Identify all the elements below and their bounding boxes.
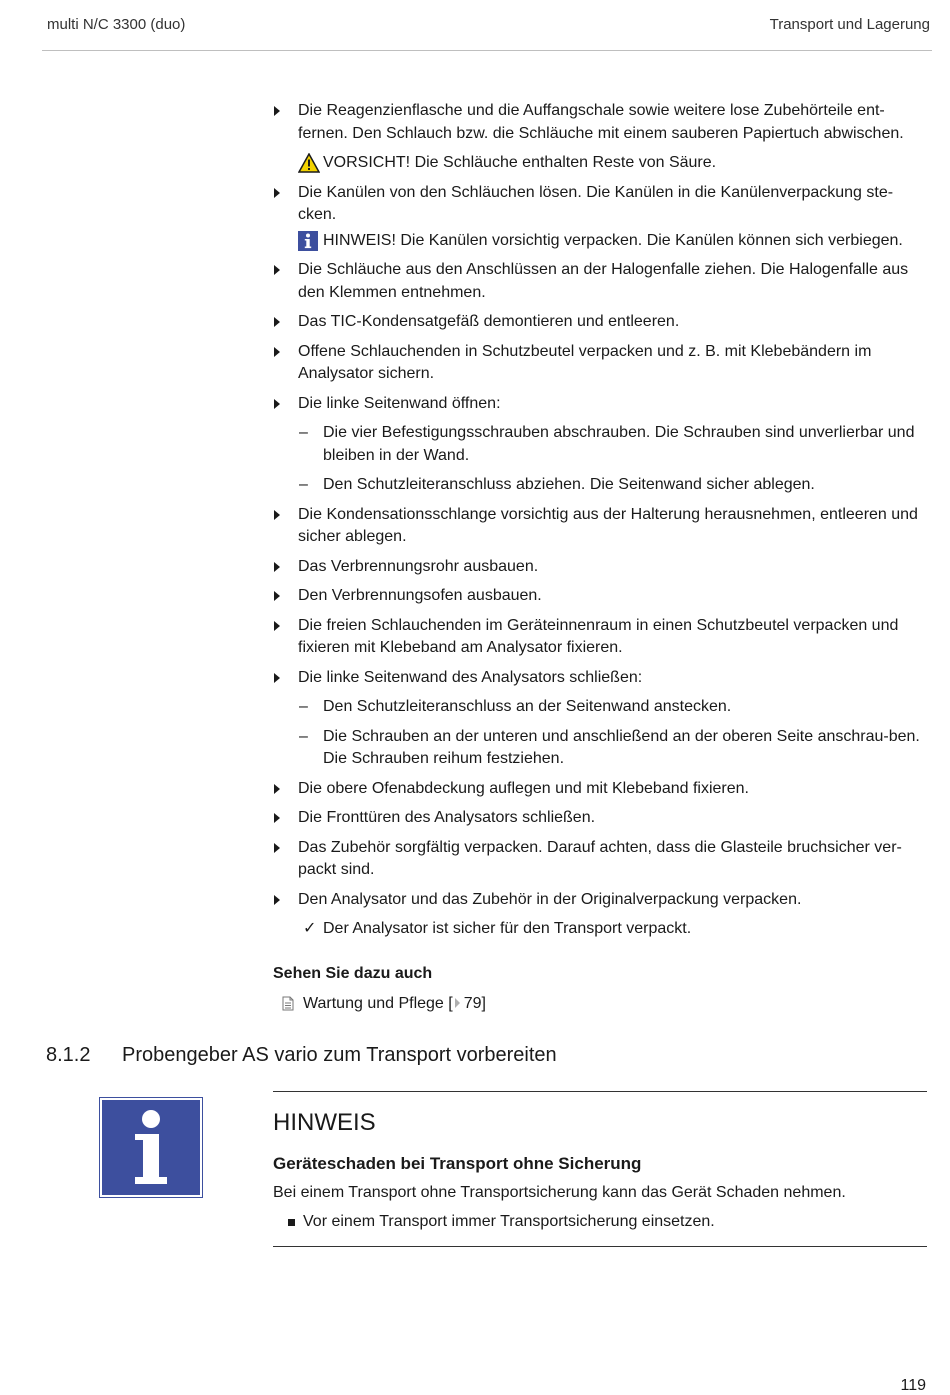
step-arrow-icon xyxy=(274,843,280,853)
step-arrow-icon xyxy=(274,510,280,520)
instruction-step: Die linke Seitenwand öffnen: xyxy=(273,393,927,416)
page-header xyxy=(42,0,932,51)
notice-text: Bei einem Transport ohne Transportsicherung kann das Gerät Schaden nehmen. xyxy=(273,1184,846,1201)
step-arrow-icon xyxy=(274,621,280,631)
step-arrow-icon xyxy=(274,265,280,275)
step-arrow-icon xyxy=(274,562,280,572)
warning-icon xyxy=(298,153,320,181)
step-arrow-icon xyxy=(274,591,280,601)
link-arrow-icon xyxy=(455,998,460,1008)
result-line: ✓ Der Analysator ist sicher für den Transport verpackt. xyxy=(273,918,927,941)
step-arrow-icon xyxy=(274,399,280,409)
section-title: Probengeber AS vario zum Transport vorbereiten xyxy=(122,1044,557,1066)
see-also xyxy=(273,963,927,1016)
instruction-step: Offene Schlauchenden in Schutzbeutel verpacken und z. B. mit Klebebändern im Analysator sichern. xyxy=(273,341,927,386)
instruction-step: Den Analysator und das Zubehör in der Originalverpackung verpacken. xyxy=(273,889,927,912)
instruction-step: Den Verbrennungsofen ausbauen. xyxy=(273,585,927,608)
step-arrow-icon xyxy=(274,813,280,823)
instruction-step: Die Reagenzienflasche und die Auffangschale sowie weitere lose Zubehörteile ent-fernen. Den Schlauch bzw. die Schläuche mit einem sauberen Papiertuch abwischen. xyxy=(273,100,927,145)
instruction-step: Die Fronttüren des Analysators schließen. xyxy=(273,807,927,830)
warning-note: VORSICHT! Die Schläuche enthalten Reste von Säure. xyxy=(273,152,927,175)
step-arrow-icon xyxy=(274,317,280,327)
step-arrow-icon xyxy=(274,784,280,794)
sub-step: – Den Schutzleiteranschluss abziehen. Die Seitenwand sicher ablegen. xyxy=(299,476,815,493)
sub-step: – Die vier Befestigungsschrauben abschrauben. Die Schrauben sind unverlierbar und bleiben in der Wand. xyxy=(299,424,915,464)
sub-step: – Den Schutzleiteranschluss an der Seitenwand anstecken. xyxy=(299,698,732,715)
step-arrow-icon xyxy=(274,106,280,116)
document-icon xyxy=(282,996,294,1019)
step-arrow-icon xyxy=(274,895,280,905)
see-also-title: Sehen Sie dazu auch xyxy=(273,964,433,982)
instruction-list xyxy=(273,100,927,1016)
page-number: 119 xyxy=(900,1377,926,1394)
see-also-page: 79 xyxy=(463,995,482,1012)
instruction-step: Das TIC-Kondensatgefäß demontieren und entleeren. xyxy=(273,311,927,334)
check-icon: ✓ xyxy=(303,920,317,937)
notice-box xyxy=(273,1091,927,1247)
step-arrow-icon xyxy=(274,188,280,198)
instruction-step: Die linke Seitenwand des Analysators schließen: xyxy=(273,667,927,690)
info-icon xyxy=(99,1097,203,1198)
instruction-step: Die freien Schlauchenden im Geräteinnenraum in einen Schutzbeutel verpacken und fixieren mit Klebeband am Analysator fixieren. xyxy=(273,615,927,660)
instruction-step: Das Verbrennungsrohr ausbauen. xyxy=(273,556,927,579)
instruction-step: Die obere Ofenabdeckung auflegen und mit Klebeband fixieren. xyxy=(273,778,927,801)
notice-subtitle: Geräteschaden bei Transport ohne Sicherung xyxy=(273,1154,642,1173)
notice-bullet: Vor einem Transport immer Transportsicherung einsetzen. xyxy=(288,1213,715,1231)
section-heading xyxy=(46,1044,557,1067)
chapter-title: Transport und Lagerung xyxy=(769,16,930,33)
sub-step: – Die Schrauben an der unteren und anschließend an der oberen Seite anschrau-ben. Die Schrauben reihum festziehen. xyxy=(299,727,920,767)
notice-title: HINWEIS xyxy=(273,1109,376,1136)
step-arrow-icon xyxy=(274,673,280,683)
see-also-link[interactable]: Wartung und Pflege [ 79] xyxy=(273,993,927,1016)
info-icon xyxy=(298,231,318,259)
section-number: 8.1.2 xyxy=(46,1044,91,1066)
document-title: multi N/C 3300 (duo) xyxy=(47,16,186,33)
instruction-step: Die Kondensationsschlange vorsichtig aus der Halterung herausnehmen, entleeren und sicher ablegen. xyxy=(273,504,927,549)
bullet-square-icon xyxy=(288,1219,295,1226)
instruction-step: Das Zubehör sorgfältig verpacken. Darauf achten, dass die Glasteile bruchsicher ver-packt sind. xyxy=(273,837,927,882)
instruction-step: Die Kanülen von den Schläuchen lösen. Die Kanülen in die Kanülenverpackung ste-cken. xyxy=(273,182,927,227)
instruction-step: Die Schläuche aus den Anschlüssen an der Halogenfalle ziehen. Die Halogenfalle aus den Klemmen entnehmen. xyxy=(273,259,927,304)
info-note: HINWEIS! Die Kanülen vorsichtig verpacken. Die Kanülen können sich verbiegen. xyxy=(273,230,927,253)
step-arrow-icon xyxy=(274,347,280,357)
